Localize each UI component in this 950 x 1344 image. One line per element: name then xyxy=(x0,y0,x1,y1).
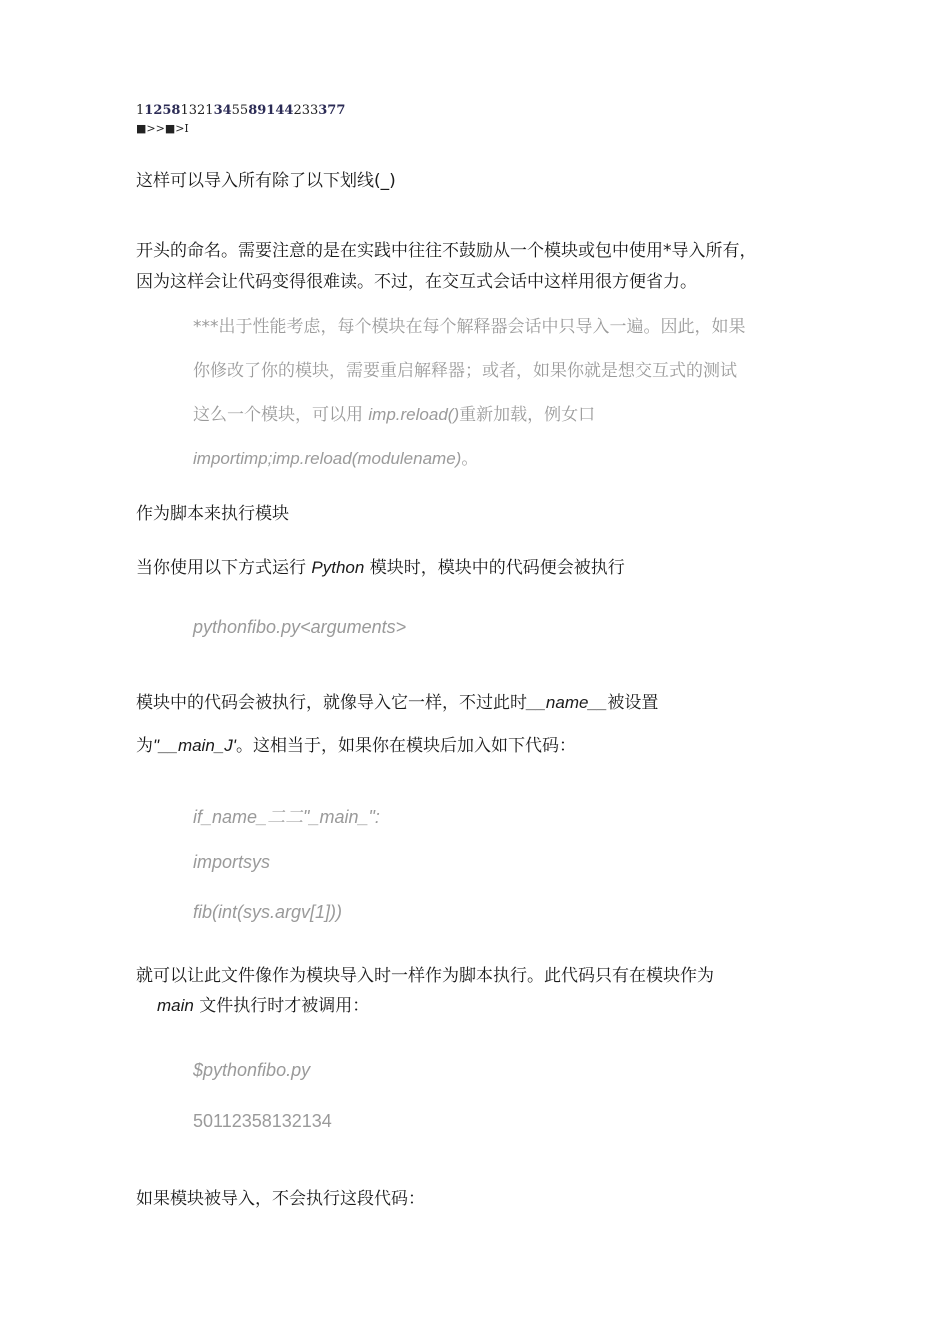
sequence-number: 55 xyxy=(231,103,249,118)
sequence-number: 89 xyxy=(248,103,267,118)
paragraph-script-line2 xyxy=(157,991,369,1016)
reload-code: imp.reload() xyxy=(368,405,460,424)
paragraph-naming-line2: 因为这样会让代码变得很难读。不过，在交互式会话中这样用很方便省力。 xyxy=(136,272,697,292)
paragraph-name-line1 xyxy=(136,688,658,713)
symbol-line: ■>>■>I xyxy=(136,122,189,135)
code-command: pythonfibo.py<arguments> xyxy=(193,617,407,637)
name-line1-text: 模块中的代码会被执行，就像导入它一样，不过此时 xyxy=(136,693,527,713)
paragraph-imported: 如果模块被导入，不会执行这段代码： xyxy=(136,1189,425,1209)
note-line2: 你修改了你的模块，需要重启解释器；或者，如果你就是想交互式的测试 xyxy=(193,361,737,381)
code-line-import: importsys xyxy=(193,852,271,872)
name-line2-tail: 。这相当于，如果你在模块后加入如下代码： xyxy=(236,736,576,756)
paragraph-run-module xyxy=(136,553,625,578)
note-line3 xyxy=(193,400,595,425)
paragraph-name-line2 xyxy=(136,731,576,756)
main-string: "__main_J' xyxy=(153,736,236,755)
script-line2-tail: 文件执行时才被调用： xyxy=(193,996,370,1016)
sequence-number: 144 xyxy=(266,103,294,118)
number-sequence xyxy=(136,103,345,118)
name-line2-text: 为 xyxy=(136,736,153,756)
code-line-fib: fib(int(sys.argv[1])) xyxy=(193,902,343,922)
main-word: main xyxy=(157,996,194,1015)
sequence-number: 2 xyxy=(153,103,163,118)
sequence-number: 13 xyxy=(180,103,198,118)
note-line3-text: 这么一个模块，可以用 xyxy=(193,405,369,425)
note-line1: ***出于性能考虑，每个模块在每个解释器会话中只导入一遍。因此，如果 xyxy=(193,317,746,337)
paragraph-naming-line1: 开头的命名。需要注意的是在实践中往往不鼓励从一个模块或包中使用*导入所有， xyxy=(136,241,757,261)
section-heading: 作为脚本来执行模块 xyxy=(136,504,289,524)
sequence-number: 1 xyxy=(136,103,145,118)
sequence-number: 21 xyxy=(197,103,214,118)
run-module-tail: 模块时，模块中的代码便会被执行 xyxy=(364,558,625,578)
sequence-number: 8 xyxy=(171,103,181,118)
code-line-if: if_name_二二"_main_": xyxy=(193,807,380,827)
paragraph-import-all: 这样可以导入所有除了以下划线(_) xyxy=(136,171,396,191)
sequence-number: 34 xyxy=(213,103,232,118)
sequence-number: 1 xyxy=(144,103,154,118)
note-line3-tail: 重新加载，例女口 xyxy=(459,405,596,425)
name-variable: __name__ xyxy=(527,693,608,712)
note-line4-tail: 。 xyxy=(461,449,479,469)
sequence-number: 233 xyxy=(293,103,319,118)
sequence-number: 5 xyxy=(162,103,172,118)
note-line4 xyxy=(193,444,478,469)
reload-example-code: importimp;imp.reload(modulename) xyxy=(193,449,462,468)
code-shell-command: $pythonfibo.py xyxy=(193,1060,311,1080)
run-module-text: 当你使用以下方式运行 xyxy=(136,558,312,578)
code-output: 50112358132134 xyxy=(193,1111,332,1131)
paragraph-script-line1: 就可以让此文件像作为模块导入时一样作为脚本执行。此代码只有在模块作为 xyxy=(136,966,714,986)
sequence-number: 377 xyxy=(318,103,346,118)
python-word: Python xyxy=(311,558,365,577)
name-line1-tail: 被设置 xyxy=(607,693,659,713)
